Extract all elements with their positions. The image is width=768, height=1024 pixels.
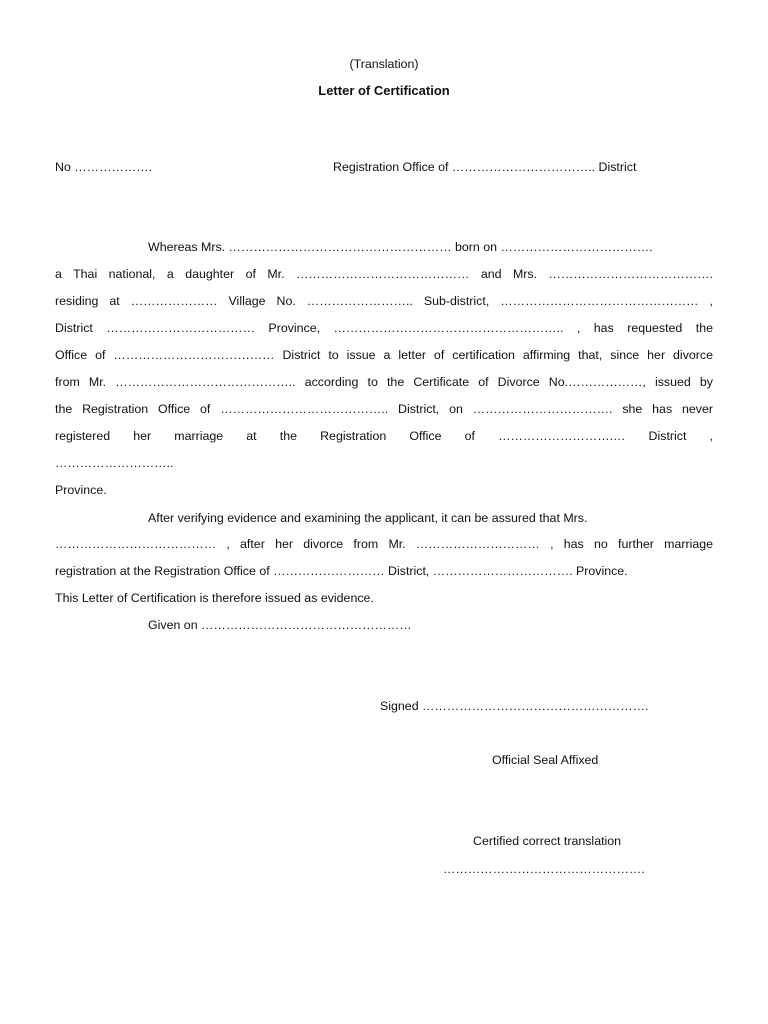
paragraph2-line-4: This Letter of Certification is therefore issued as evidence. (55, 591, 374, 605)
paragraph1-line-4: District ……………………………… Province, ……………………………………………….. , has requested the (55, 321, 713, 335)
given-on-line: Given on …………………………………………… (148, 618, 412, 632)
paragraph1-line-1: Whereas Mrs. ……………………………………………… born on ………………………………. (148, 240, 653, 254)
paragraph1-line-8: registered her marriage at the Registration Office of ……………………….… District , (55, 429, 713, 443)
paragraph1-line-9: ……………………….. (55, 456, 174, 470)
paragraph2-line-1: After verifying evidence and examining the applicant, it can be assured that Mrs. (148, 511, 588, 525)
reference-number: No ………………. (55, 160, 153, 174)
registration-office-line: Registration Office of …………………………….. District (333, 160, 637, 174)
paragraph1-line-2: a Thai national, a daughter of Mr. …………………………………… and Mrs. …………………………………. (55, 267, 713, 281)
translator-signature-line: …………………………………………. (443, 862, 645, 876)
certified-translation-label: Certified correct translation (473, 834, 622, 848)
paragraph2-line-3: registration at the Registration Office of ……………………… District, ……………………………. Province. (55, 564, 628, 578)
paragraph1-line-7: the Registration Office of ………………………………….. District, on ……………………………. she has never (55, 402, 713, 416)
paragraph1-line-10: Province. (55, 483, 107, 497)
document-title: Letter of Certification (318, 83, 450, 98)
paragraph1-line-5: Office of ………………………………… District to issue a letter of certification affirming that, since her divorce (55, 348, 713, 362)
official-seal-note: Official Seal Affixed (492, 753, 599, 767)
paragraph2-line-2: ………………………………… , after her divorce from Mr. ………………………… , has no further marriage (55, 537, 713, 551)
translation-note: (Translation) (349, 57, 419, 71)
signed-line: Signed ………………………………………………. (380, 699, 649, 713)
paragraph1-line-6: from Mr. …………………………………….. according to the Certificate of Divorce No.………………, issued by (55, 375, 713, 389)
paragraph1-line-3: residing at ………………… Village No. …………………….. Sub-district, ………………………………………… , (55, 294, 713, 308)
